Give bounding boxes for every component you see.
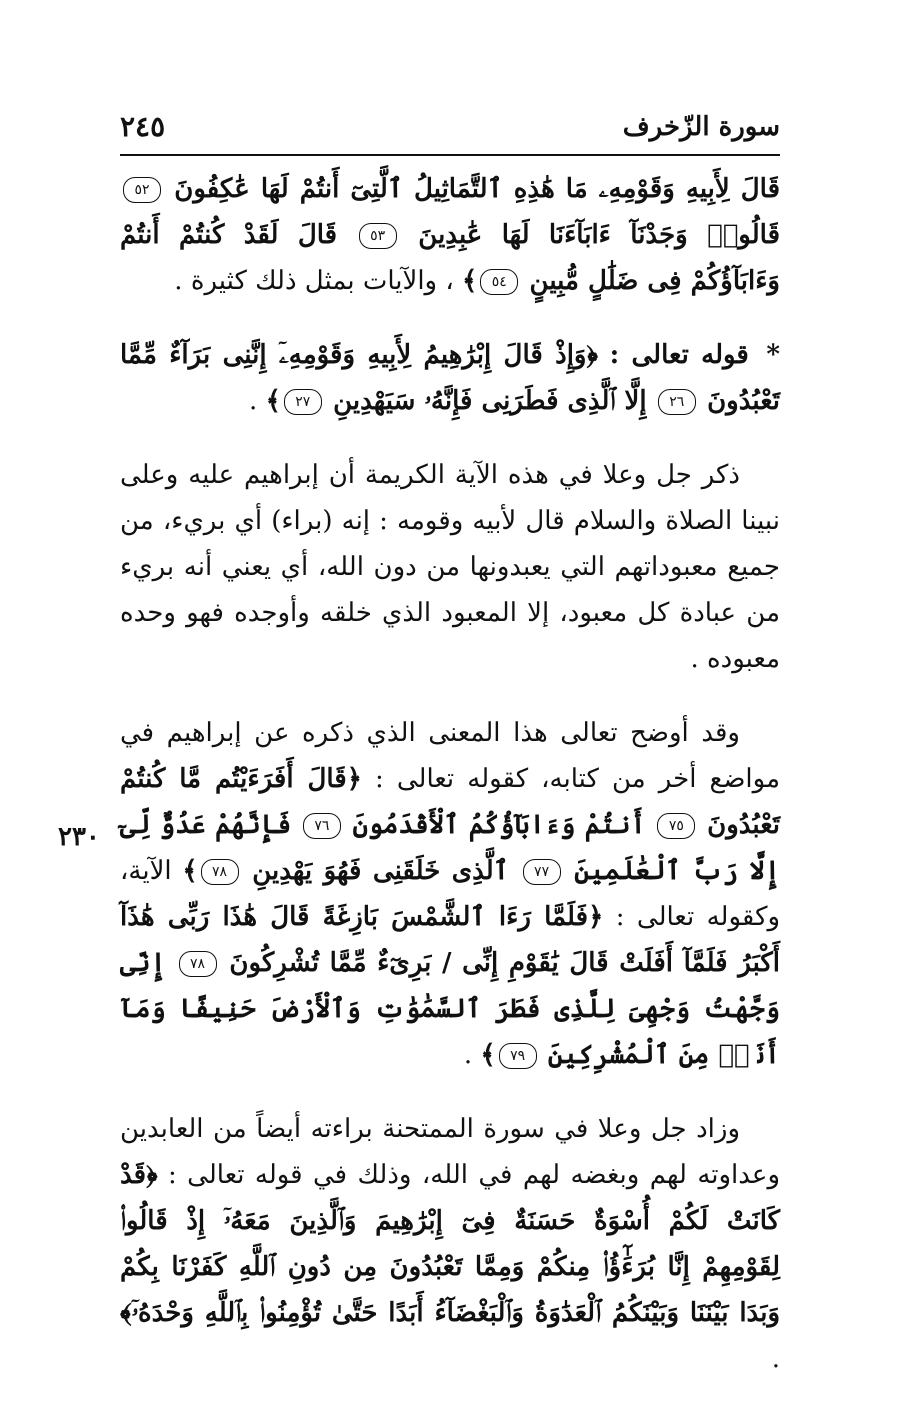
ayah-number-marker: ٧٥ bbox=[657, 813, 695, 839]
period: . bbox=[463, 1040, 473, 1070]
paragraph-5 bbox=[120, 1106, 780, 1382]
opening-quran-bracket-icon: ﴿ bbox=[586, 340, 599, 370]
quran-verse: قَدْ كَانَتْ لَكُمْ أُسْوَةٌ حَسَنَةٌ فِىٓ إِبْرَٰهِيمَ وَٱلَّذِينَ مَعَهُۥٓ إِذْ قَالُوا۟ لِقَوْمِهِمْ إِنَّا بُرَءَٰٓؤُا۟ مِنكُمْ وَمِمَّا تَعْبُدُونَ مِن دُونِ ٱللَّهِ كَفَرْنَا بِكُمْ وَبَدَا بَيْنَنَا وَبَيْنَكُمُ ٱلْعَدَٰوَةُ وَٱلْبَغْضَآءُ أَبَدًا حَتَّىٰ تُؤْمِنُوا۟ بِٱللَّهِ وَحْدَهُۥٓ bbox=[120, 1160, 780, 1328]
closing-quran-bracket-icon: ﴾ bbox=[182, 856, 198, 886]
body-text: ، والآيات بمثل ذلك كثيرة . bbox=[174, 266, 454, 296]
quran-verse: إِلَّا ٱلَّذِى فَطَرَنِى فَإِنَّهُۥ سَيَهْدِينِ bbox=[333, 386, 647, 416]
body-text: وقد أوضح تعالى هذا المعنى الذي ذكره عن إبراهيم في مواضع أخر من كتابه، كقوله تعالى : bbox=[120, 718, 780, 794]
ayah-number-marker: ٧٩ bbox=[499, 1043, 537, 1069]
section-star-icon: * bbox=[766, 340, 781, 370]
ayah-number-marker: ٧٨ bbox=[201, 859, 239, 885]
closing-quran-bracket-icon: ﴾ bbox=[480, 1040, 496, 1070]
period: . bbox=[249, 386, 258, 416]
closing-quran-bracket-icon: ﴾ bbox=[120, 1298, 132, 1328]
quran-verse: فَلَمَّا رَءَا ٱلشَّمْسَ بَازِغَةً قَالَ هَٰذَا رَبِّى هَٰذَآ أَكْبَرُ فَلَمَّآ أَفَلَتْ قَالَ يَٰقَوْمِ إِنِّى / بَرِىٓءٌ مِّمَّا تُشْرِكُونَ bbox=[120, 902, 781, 978]
quran-verse: قَالَ لَقَدْ كُنتُمْ أَنتُمْ وَءَابَآؤُكُمْ فِى ضَلَٰلٍ مُّبِينٍ bbox=[120, 220, 780, 296]
page-number: ٢٤٥ bbox=[120, 110, 166, 143]
quran-verse: إِنِّى وَجَّهْتُ وَجْهِىَ لِلَّذِى فَطَرَ ٱلسَّمَٰوَٰتِ وَٱلْأَرْضَ حَنِيفًا وَمَآ أَنَا۠ مِنَ ٱلْمُشْرِكِينَ bbox=[120, 948, 780, 1070]
body-text: وزاد جل وعلا في سورة الممتحنة براءته أيضاً من العابدين وعداوته لهم وبغضه لهم في الله، وذلك في قوله تعالى : bbox=[120, 1114, 780, 1190]
body-text: ذكر جل وعلا في هذه الآية الكريمة أن إبراهيم عليه وعلى نبينا الصلاة والسلام قال لأبيه وقومه : إنه (براء) أي بريء، من جميع معبوداتهم التي يعبدونها من دون الله، أي يعني أنه بريء من عبادة كل معبود، إلا المعبود الذي خلقه وأوجده فهو وحده معبوده . bbox=[120, 460, 780, 674]
ayah-number-marker: ٧٨ bbox=[179, 951, 217, 977]
section-heading: قوله تعالى : bbox=[609, 340, 749, 370]
ayah-number-marker: ٥٤ bbox=[480, 269, 518, 295]
quran-verse: وَإِذْ قَالَ إِبْرَٰهِيمُ لِأَبِيهِ وَقَوْمِهِۦٓ إِنَّنِى بَرَآءٌ مِّمَّا تَعْبُدُونَ bbox=[120, 340, 780, 416]
quran-verse: أَنتُمْ وَءَابَآؤُكُمُ ٱلْأَقْدَمُونَ bbox=[352, 810, 646, 840]
page-body bbox=[120, 166, 780, 1410]
opening-quran-bracket-icon: ﴿ bbox=[146, 1160, 158, 1190]
body-text: الآية، وكقوله تعالى : bbox=[120, 856, 780, 932]
period: . bbox=[771, 1344, 780, 1374]
closing-quran-bracket-icon: ﴾ bbox=[462, 266, 478, 296]
quran-verse: ٱلَّذِى خَلَقَنِى فَهُوَ يَهْدِينِ bbox=[252, 856, 509, 886]
quran-verse: قَالَ لِأَبِيهِ وَقَوْمِهِۦ مَا هَٰذِهِ ٱلتَّمَاثِيلُ ٱلَّتِىٓ أَنتُمْ لَهَا عَٰكِفُونَ bbox=[174, 174, 781, 204]
quran-verse: فَإِنَّهُمْ عَدُوٌّ لِّىٓ إِلَّا رَبَّ ٱلْعَٰلَمِينَ bbox=[120, 810, 781, 886]
paragraph-1 bbox=[120, 166, 780, 304]
ayah-number-marker: ٥٢ bbox=[123, 177, 161, 203]
opening-quran-bracket-icon: ﴿ bbox=[346, 764, 362, 794]
opening-quran-bracket-icon: ﴿ bbox=[588, 902, 604, 932]
ayah-number-marker: ٢٧ bbox=[284, 389, 322, 415]
quran-verse: قَالَ أَفَرَءَيْتُم مَّا كُنتُمْ تَعْبُدُونَ bbox=[120, 764, 781, 840]
paragraph-3 bbox=[120, 452, 780, 682]
ayah-number-marker: ٧٧ bbox=[523, 859, 561, 885]
quran-verse: قَالُوا۟ وَجَدْنَآ ءَابَآءَنَا لَهَا عَٰبِدِينَ bbox=[418, 220, 780, 250]
ayah-number-marker: ٢٦ bbox=[658, 389, 696, 415]
ayah-number-marker: ٧٦ bbox=[303, 813, 341, 839]
paragraph-2 bbox=[120, 332, 780, 424]
surah-title: سورة الزّخرف bbox=[622, 112, 780, 142]
closing-quran-bracket-icon: ﴾ bbox=[265, 386, 281, 416]
page-header bbox=[120, 108, 780, 156]
margin-volume-number: ٢٣٠ bbox=[58, 822, 100, 852]
paragraph-4 bbox=[120, 710, 780, 1078]
ayah-number-marker: ٥٣ bbox=[359, 223, 397, 249]
